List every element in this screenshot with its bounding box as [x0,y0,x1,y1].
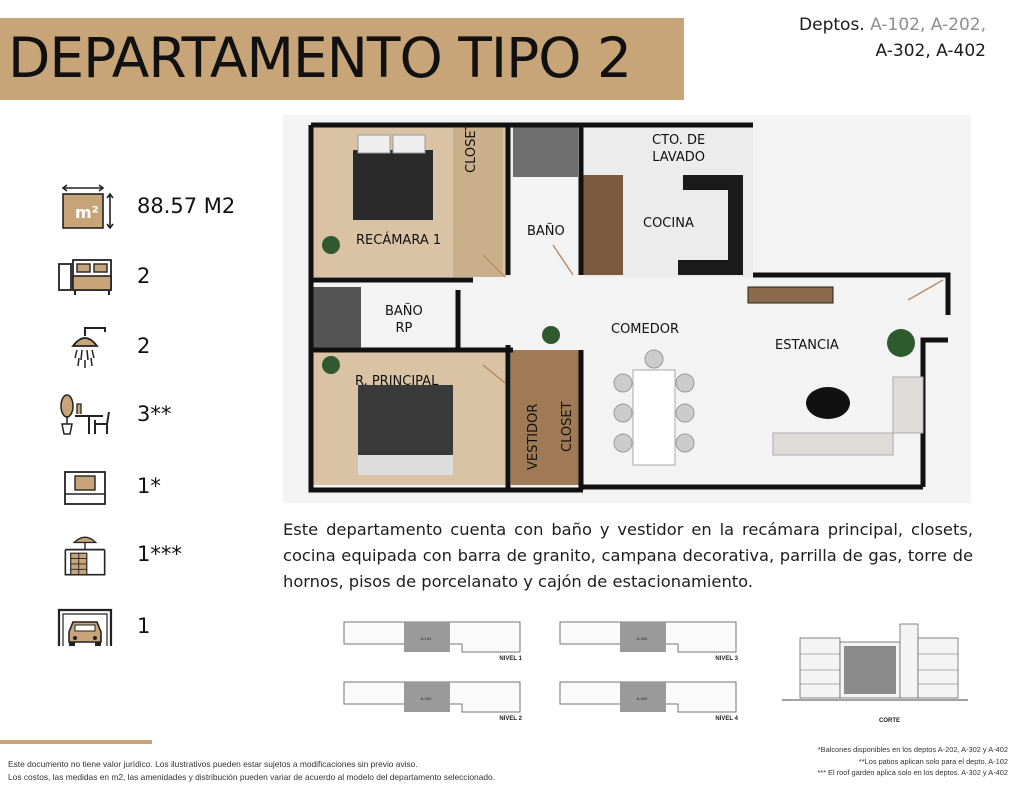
patio-icon [55,462,115,512]
room-bano-rp-line1: BAÑO [385,304,423,319]
page-title: DEPARTAMENTO TIPO 2 [8,26,632,90]
bedroom-icon [55,252,115,302]
level-1-plan [342,616,522,662]
footnotes [817,744,1008,779]
level-4-unit: A-402 [636,696,648,701]
room-lavado-line2: LAVADO [652,150,706,165]
level-2-label: NIVEL 2 [499,716,522,722]
deptos-label: Deptos. [799,15,865,35]
stat-balconies-value: 3** [137,402,172,426]
stat-bedrooms-value: 2 [137,264,151,288]
disclaimer-line2: Los costos, las medidas en m2, las amenidades y distribución pueden variar de acuerdo al modelo del departamento seleccionado. [8,772,495,782]
stat-balconies [55,390,295,440]
stat-patios [55,462,295,512]
room-bano: BAÑO [527,224,565,239]
level-3-label: NIVEL 3 [715,656,738,662]
floor-plan [283,115,971,503]
footnote-2: **Los patios aplican solo para el depto. A-102 [858,756,1008,766]
level-1-label: NIVEL 1 [499,656,522,662]
shower-icon [55,322,115,372]
stat-bathrooms [55,322,295,372]
deptos-line2: A-302, A-402 [875,41,986,61]
balcony-terrace-icon [55,390,115,440]
level-4-plan [558,676,738,722]
room-bano-rp-line2: RP [395,321,413,336]
room-r-principal: R. PRINCIPAL [355,374,439,389]
level-4-label: NIVEL 4 [715,716,738,722]
room-lavado-line1: CTO. DE [652,133,706,148]
parking-car-icon [55,602,115,652]
room-comedor: COMEDOR [611,322,680,337]
footer-divider [0,740,152,744]
footnote-3: *** El roof garden aplica solo en los deptos. A-302 y A-402 [817,768,1008,777]
deptos-list [799,12,986,64]
room-closet-bottom: CLOSET [560,401,575,452]
room-vestidor: VESTIDOR [526,403,541,470]
section-corte [780,612,970,724]
stat-area [55,182,295,232]
description: Este departamento cuenta con baño y vestidor en la recámara principal, closets, cocina equipada con barra de granito, campana decorativa, parrilla de gas, torre de hornos, pisos de porcelanato y cajón de estacionamiento. [283,520,973,591]
roof-garden-icon [55,530,115,580]
level-3-unit: A-302 [636,636,648,641]
stat-parking-value: 1 [137,614,151,638]
stat-roof-garden [55,530,295,580]
stat-patios-value: 1* [137,474,161,498]
room-recamara-1: RECÁMARA 1 [356,233,442,248]
stat-parking [55,602,295,652]
deptos-line1: A-102, A-202, [870,15,986,35]
room-estancia: ESTANCIA [775,338,839,353]
footnote-1: *Balcones disponibles en los deptos A-202, A-302 y A-402 [817,745,1008,754]
stat-bathrooms-value: 2 [137,334,151,358]
title-banner [0,18,684,100]
stat-bedrooms [55,252,295,302]
room-closet-top: CLOSET [464,122,479,173]
level-2-plan [342,676,522,722]
stat-area-value: 88.57 M2 [137,194,236,218]
room-lavado [652,132,705,166]
disclaimer [8,758,495,784]
level-1-unit: A-102 [420,636,432,641]
level-2-unit: A-202 [420,696,432,701]
svg-text:m²: m² [75,203,99,222]
room-bano-rp [385,303,423,337]
level-3-plan [558,616,738,662]
level-plans [340,612,980,732]
disclaimer-line1: Este documento no tiene valor jurídico. Los ilustrativos pueden estar sujetos a modificaciones sin previo aviso. [8,759,418,769]
room-cocina: COCINA [643,216,694,231]
area-m2-icon [55,182,115,232]
stat-roof-garden-value: 1*** [137,542,182,566]
corte-label: CORTE [879,718,900,724]
